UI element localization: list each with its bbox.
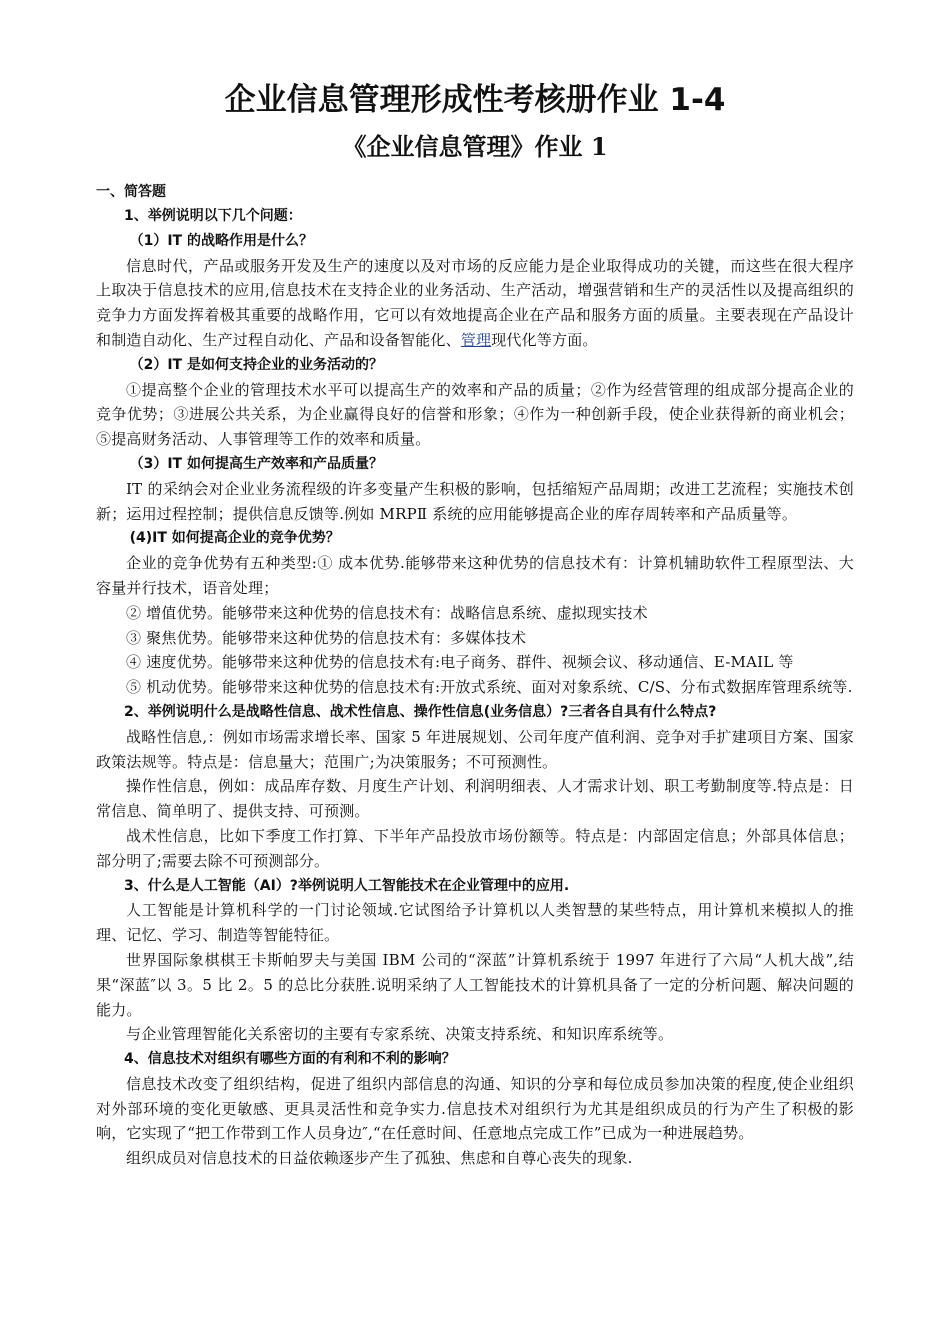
question-1-3-answer: IT 的采纳会对企业业务流程级的许多变量产生积极的影响，包括缩短产品周期；改进工艺流程；实施技术创新；运用过程控制；提供信息反馈等.例如 MRPⅡ 系统的应用能够提高企业的库存周转率和产品质量等。 <box>96 479 854 523</box>
document-subtitle: 《企业信息管理》作业 1 <box>342 132 608 161</box>
question-4-answer-2: 组织成员对信息技术的日益依赖逐步产生了孤独、焦虑和自尊心丧失的现象. <box>126 1149 633 1168</box>
document-page <box>96 78 854 1171</box>
question-1-4-answer-3: ③ 聚焦优势。能够带来这种优势的信息技术有：多媒体技术 <box>126 628 527 647</box>
question-2-heading: 2、举例说明什么是战略性信息、战术性信息、操作性信息(业务信息）?三者各自具有什么特点? <box>124 703 717 720</box>
question-3-answer-3: 与企业管理智能化关系密切的主要有专家系统、决策支持系统、和知识库系统等。 <box>126 1025 674 1044</box>
section-heading: 一、简答题 <box>96 184 166 200</box>
question-4-heading: 4、信息技术对组织有哪些方面的有利和不利的影响？ <box>124 1051 456 1068</box>
question-1-2-heading: （2）IT 是如何支持企业的业务活动的？ <box>129 356 383 373</box>
question-1-4-answer-1: 企业的竞争优势有五种类型:① 成本优势.能够带来这种优势的信息技术有：计算机辅助软件工程原型法、大容量并行技术，语音处理； <box>96 554 854 597</box>
answer-text-after-link: 现代化等方面。 <box>491 330 598 349</box>
management-link[interactable]: 管理 <box>460 330 492 349</box>
question-1-4-answer-2: ② 增值优势。能够带来这种优势的信息技术有：战略信息系统、虚拟现实技术 <box>126 603 648 622</box>
question-3-answer-1: 人工智能是计算机科学的一门讨论领域.它试图给予计算机以人类智慧的某些特点，用计算机来模拟人的推理、记忆、学习、制造等智能特征。 <box>96 901 854 945</box>
answer-text-before-link: 信息时代，产品或服务开发及生产的速度以及对市场的反应能力是企业取得成功的关键，而这些在很大程序上取决于信息技术的应用,信息技术在支持企业的业务活动、生产活动，增强营销和生产的灵活性以及提高组织的竞争力方面发挥着极其重要的战略作用，它可以有效地提高企业在产品和服务方面的质量。主要表现在产品设计和制造自动化、生产过程自动化、产品和设备智能化、 <box>96 256 854 349</box>
question-1-heading: 1、举例说明以下几个问题： <box>124 208 302 224</box>
question-1-4-answer-5: ⑤ 机动优势。能够带来这种优势的信息技术有:开放式系统、面对对象系统、C/S、分布式数据库管理系统等. <box>126 678 853 697</box>
question-1-2-answer: ①提高整个企业的管理技术水平可以提高生产的效率和产品的质量；②作为经营管理的组成部分提高企业的竞争优势；③进展公共关系，为企业赢得良好的信誉和形象；④作为一种创新手段，使企业获得新的商业机会；⑤提高财务活动、人事管理等工作的效率和质量。 <box>96 380 854 449</box>
question-2-answer-3: 战术性信息，比如下季度工作打算、下半年产品投放市场份额等。特点是：内部固定信息；外部具体信息；部分明了;需要去除不可预测部分。 <box>96 826 854 870</box>
question-1-1-answer <box>96 254 854 353</box>
question-2-answer-1: 战略性信息,：例如市场需求增长率、国家 5 年进展规划、公司年度产值利润、竞争对手扩建项目方案、国家政策法规等。特点是：信息量大；范围广;为决策服务；不可预测性。 <box>96 727 854 771</box>
question-1-1-heading: （1）IT 的战略作用是什么？ <box>129 232 313 249</box>
question-3-answer-2: 世界国际象棋棋王卡斯帕罗夫与美国 IBM 公司的“深蓝”计算机系统于 1997 年进行了六局“人机大战”,结果“深蓝″以 3。5 比 2。5 的总比分获胜.说明采纳了人工智能技术的计算机具备了一定的分析问题、解决问题的能力。 <box>96 950 854 1019</box>
question-4-answer-1: 信息技术改变了组织结构，促进了组织内部信息的沟通、知识的分享和每位成员参加决策的程度,使企业组织对外部环境的变化更敏感、更具灵活性和竞争实力.信息技术对组织行为尤其是组织成员的行为产生了积极的影响，它实现了“把工作带到工作人员身边″,“在任意时间、任意地点完成工作”已成为一种进展趋势。 <box>96 1074 854 1143</box>
question-3-heading: 3、什么是人工智能（AI）?举例说明人工智能技术在企业管理中的应用. <box>124 877 570 894</box>
question-1-4-answer-4: ④ 速度优势。能够带来这种优势的信息技术有:电子商务、群件、视频会议、移动通信、E-MAIL 等 <box>126 653 794 672</box>
document-title: 企业信息管理形成性考核册作业 1-4 <box>224 82 726 118</box>
question-1-3-heading: （3）IT 如何提高生产效率和产品质量？ <box>129 455 383 472</box>
question-1-4-heading: (4)IT 如何提高企业的竞争优势？ <box>129 530 340 547</box>
question-2-answer-2: 操作性信息，例如：成品库存数、月度生产计划、利润明细表、人才需求计划、职工考勤制度等.特点是：日常信息、简单明了、提供支持、可预测。 <box>96 777 854 821</box>
